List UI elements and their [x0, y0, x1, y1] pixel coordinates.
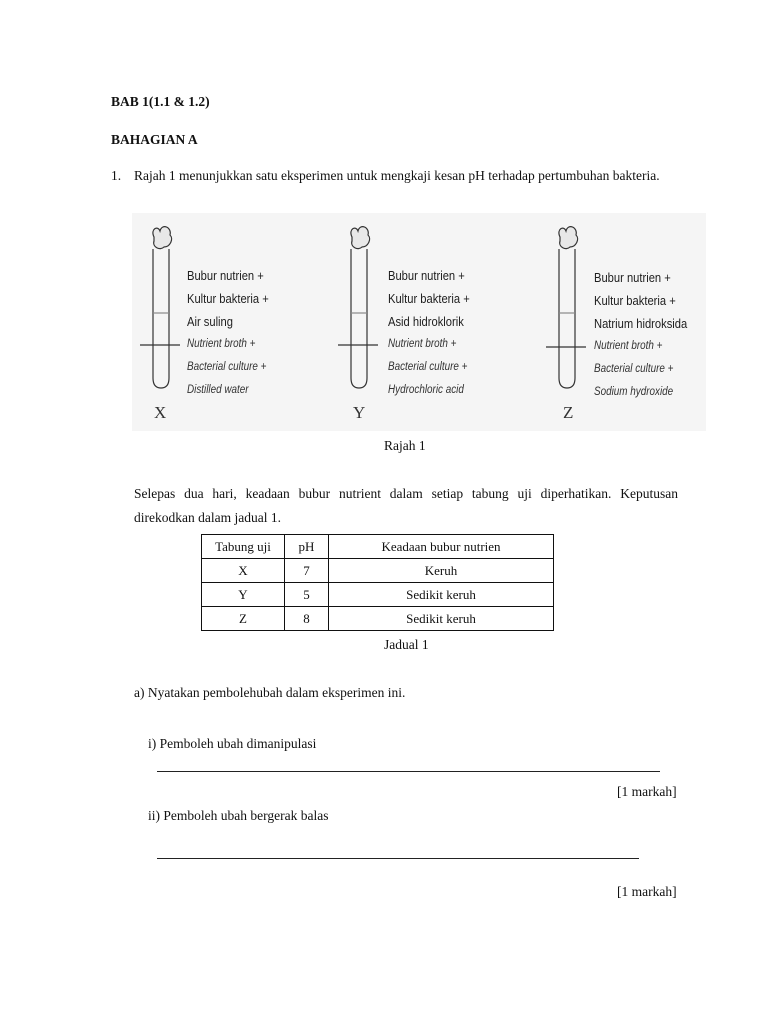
section-heading: BAHAGIAN A [111, 132, 198, 147]
tube-z-english-1: Nutrient broth + [594, 340, 663, 352]
part-a-prompt: a) Nyatakan pembolehubah dalam eksperimen ini. [134, 685, 406, 700]
tube-z-english-3: Sodium hydroxide [594, 386, 674, 398]
question-number: 1. [111, 168, 122, 183]
table-cell: 5 [285, 583, 329, 607]
tube-x-letter: X [154, 403, 167, 422]
tube-y-english-1: Nutrient broth + [388, 338, 457, 350]
table-cell: Z [202, 607, 285, 631]
tube-x-english-3: Distilled water [187, 384, 249, 396]
test-tube-x [140, 227, 180, 388]
table-cell: X [202, 559, 285, 583]
tube-y-malay-1: Bubur nutrien + [388, 268, 465, 283]
experiment-figure [132, 213, 706, 431]
tube-z-malay-1: Bubur nutrien + [594, 270, 671, 285]
tube-y-malay-3: Asid hidroklorik [388, 314, 464, 329]
table-row [202, 583, 554, 607]
tube-x-malay-2: Kultur bakteria + [187, 291, 269, 306]
observation-paragraph-line-1: Selepas dua hari, keadaan bubur nutrient dalam setiap tabung uji diperhatikan. Keputusan [134, 486, 678, 501]
table-header-cell: pH [285, 535, 329, 559]
table-header-cell: Tabung uji [202, 535, 285, 559]
part-a-item-2-label: ii) Pemboleh ubah bergerak balas [148, 808, 329, 823]
tube-y-letter: Y [353, 403, 366, 422]
tube-y-malay-2: Kultur bakteria + [388, 291, 470, 306]
tube-z-english-2: Bacterial culture + [594, 363, 674, 375]
answer-line-1[interactable] [157, 771, 660, 772]
tube-x-labels [187, 264, 269, 402]
tube-z-malay-2: Kultur bakteria + [594, 293, 676, 308]
table-cell: 7 [285, 559, 329, 583]
table-row [202, 559, 554, 583]
part-a-item-1-marks: [1 markah] [617, 784, 677, 799]
question-stem: Rajah 1 menunjukkan satu eksperimen untuk mengkaji kesan pH terhadap pertumbuhan bakteria. [134, 168, 660, 183]
part-a-item-1-label: i) Pemboleh ubah dimanipulasi [148, 736, 317, 751]
table-cell: Y [202, 583, 285, 607]
table-header-row [202, 535, 554, 559]
table-cell: Sedikit keruh [329, 583, 554, 607]
tube-z-letter: Z [563, 403, 574, 422]
table-cell: Keruh [329, 559, 554, 583]
tube-y-labels [388, 264, 470, 402]
table-row [202, 607, 554, 631]
tube-x-english-1: Nutrient broth + [187, 338, 256, 350]
tube-x-malay-1: Bubur nutrien + [187, 268, 264, 283]
tube-z-labels [594, 266, 687, 404]
test-tube-y [338, 227, 378, 388]
answer-line-2[interactable] [157, 858, 639, 859]
table-caption: Jadual 1 [384, 637, 429, 652]
table-cell: 8 [285, 607, 329, 631]
tube-z-malay-3: Natrium hidroksida [594, 316, 688, 331]
figure-caption: Rajah 1 [384, 438, 426, 453]
results-table [201, 534, 554, 631]
observation-paragraph-line-2: direkodkan dalam jadual 1. [134, 510, 281, 525]
tube-y-english-3: Hydrochloric acid [388, 384, 464, 396]
tube-x-malay-3: Air suling [187, 314, 233, 329]
tube-y-english-2: Bacterial culture + [388, 361, 468, 373]
table-header-cell: Keadaan bubur nutrien [329, 535, 554, 559]
part-a-item-2-marks: [1 markah] [617, 884, 677, 899]
chapter-heading: BAB 1(1.1 & 1.2) [111, 94, 210, 109]
test-tube-z [546, 227, 586, 388]
table-cell: Sedikit keruh [329, 607, 554, 631]
tube-x-english-2: Bacterial culture + [187, 361, 267, 373]
